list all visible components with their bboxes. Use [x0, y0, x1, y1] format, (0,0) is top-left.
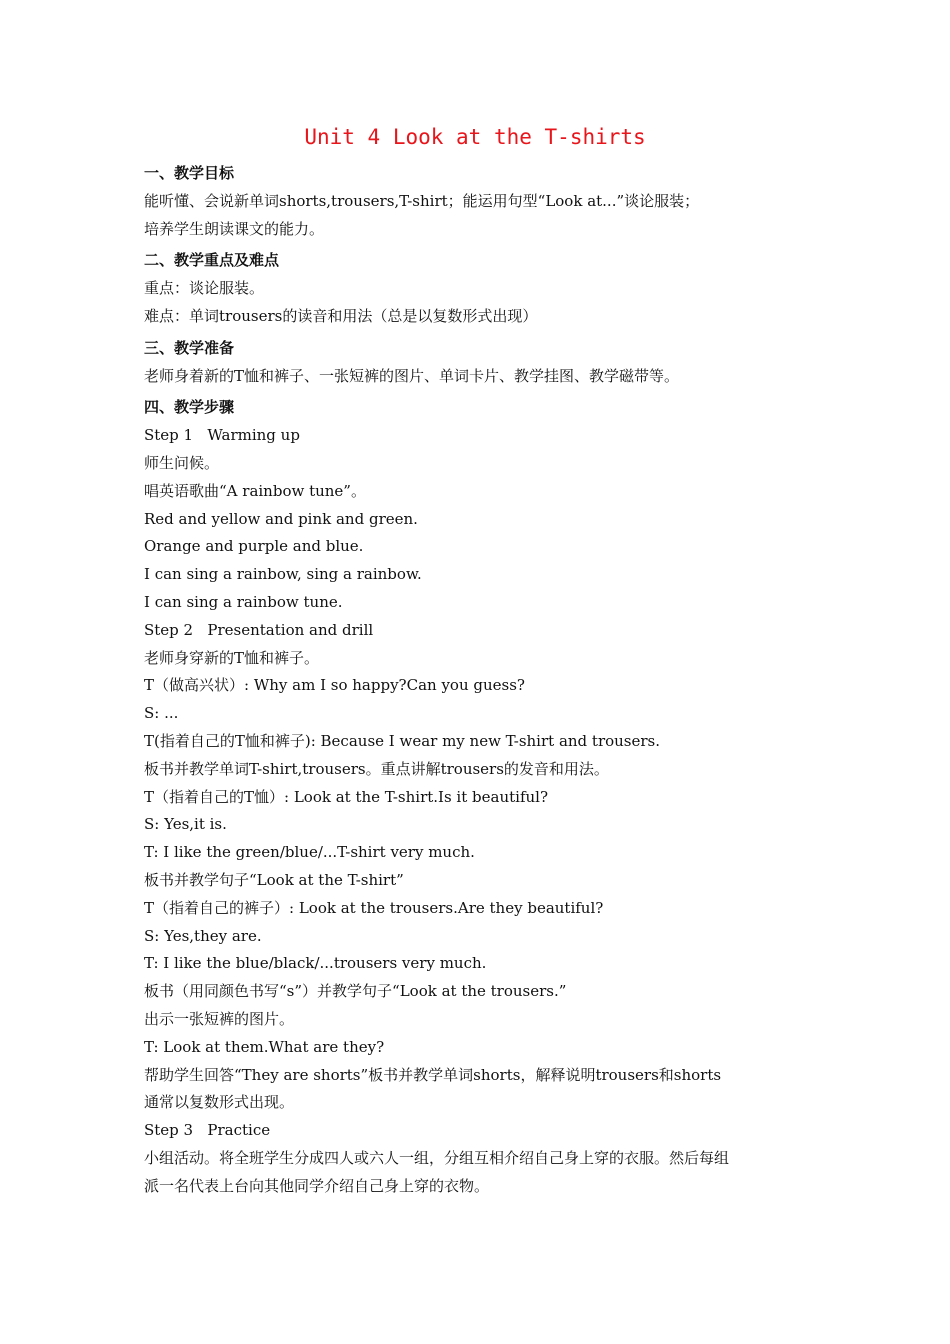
paragraph-line: 老师身穿新的T恤和裤子。: [144, 648, 320, 667]
paragraph-line: 板书并教学单词T-shirt,trousers。重点讲解trousers的发音和用法。: [144, 759, 609, 778]
step-heading: Step 1 Warming up: [144, 426, 300, 445]
song-lyric-line: Red and yellow and pink and green.: [144, 509, 418, 528]
section-heading-key-points: 二、教学重点及难点: [144, 251, 280, 270]
song-lyric-line: Orange and purple and blue.: [144, 537, 364, 556]
dialogue-line: T: I like the blue/black/...trousers very much.: [144, 954, 487, 973]
dialogue-line: T: Look at them.What are they?: [144, 1037, 385, 1056]
dialogue-line: T（指着自己的裤子）: Look at the trousers.Are they beautiful?: [144, 898, 604, 917]
paragraph-line: 小组活动。将全班学生分成四人或六人一组，分组互相介绍自己身上穿的衣服。然后每组: [144, 1148, 730, 1167]
paragraph-line: 派一名代表上台向其他同学介绍自己身上穿的衣物。: [144, 1176, 490, 1195]
dialogue-line: T（做高兴状）: Why am I so happy?Can you guess?: [144, 676, 525, 695]
step-heading: Step 2 Presentation and drill: [144, 620, 374, 639]
paragraph-line: 唱英语歌曲“A rainbow tune”。: [144, 481, 366, 500]
dialogue-line: T（指着自己的T恤）: Look at the T-shirt.Is it beautiful?: [144, 787, 548, 806]
paragraph-line: 出示一张短裤的图片。: [144, 1009, 295, 1028]
paragraph-line: 培养学生朗读课文的能力。: [144, 219, 325, 238]
dialogue-line: S: ...: [144, 704, 179, 723]
paragraph-line: 难点：单词trousers的读音和用法（总是以复数形式出现）: [144, 306, 538, 325]
section-heading-preparation: 三、教学准备: [144, 338, 235, 357]
dialogue-line: T: I like the green/blue/...T-shirt very much.: [144, 843, 475, 862]
section-heading-objectives: 一、教学目标: [144, 164, 235, 182]
paragraph-line: 帮助学生回答“They are shorts”板书并教学单词shorts，解释说明trousers和shorts: [144, 1065, 722, 1084]
paragraph-line: 通常以复数形式出现。: [144, 1093, 295, 1112]
paragraph-line: 板书并教学句子“Look at the T-shirt”: [144, 870, 404, 889]
section-heading-steps: 四、教学步骤: [144, 398, 235, 417]
paragraph-line: 板书（用同颜色书写“s”）并教学句子“Look at the trousers.”: [144, 982, 567, 1001]
step-heading: Step 3 Practice: [144, 1121, 271, 1140]
song-lyric-line: I can sing a rainbow tune.: [144, 592, 343, 611]
song-lyric-line: I can sing a rainbow, sing a rainbow.: [144, 565, 422, 584]
paragraph-line: 老师身着新的T恤和裤子、一张短裤的图片、单词卡片、教学挂图、教学磁带等。: [144, 366, 680, 385]
dialogue-line: T(指着自己的T恤和裤子): Because I wear my new T-shirt and trousers.: [144, 731, 661, 750]
document-title: Unit 4 Look at the T-shirts: [304, 125, 646, 149]
paragraph-line: 师生问候。: [144, 453, 220, 472]
paragraph-line: 重点：谈论服装。: [144, 279, 265, 298]
document-body: [144, 160, 814, 1200]
dialogue-line: S: Yes,it is.: [144, 815, 227, 834]
paragraph-line: 能听懂、会说新单词shorts,trousers,T-shirt；能运用句型“Look at...”谈论服装；: [144, 191, 700, 210]
dialogue-line: S: Yes,they are.: [144, 926, 262, 945]
